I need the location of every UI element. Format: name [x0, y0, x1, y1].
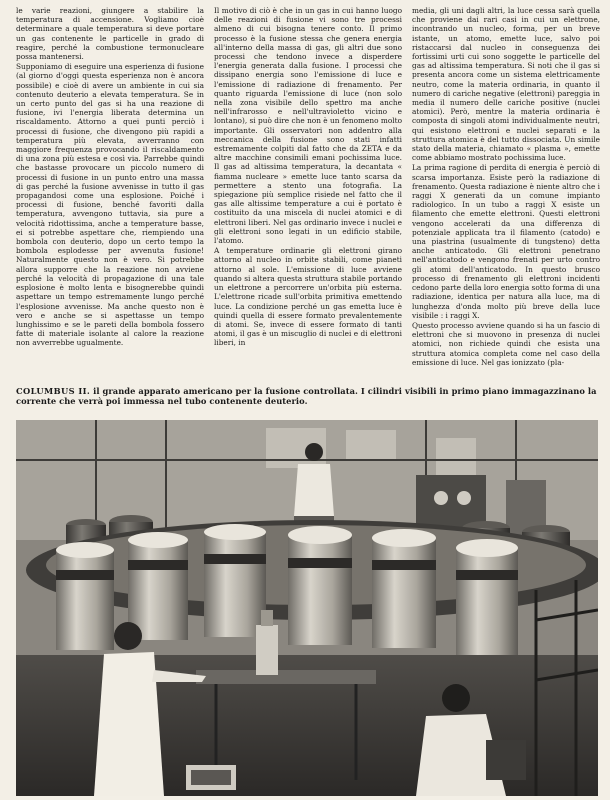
paragraph: La prima ragione di perdita di energia è perciò di scarsa importanza. Esiste però la radiazione di frenamento. Questa radiazione è niente altro che i raggi X generati da un comune impianto radiologico. In un tubo a raggi X esiste un filamento che emette elettroni. Questi elettroni vengono accelerati da una differenza di potenziale applicata tra il filamento (catodo) e una piastrina (usualmente di tungsteno) detta anche anticatodo. Gli elettroni penetrano nell'anticatodo e vengono frenati per urto contro gli atomi dell'anticatodo. In questo brusco processo di frenamento gli elettroni incidenti cedono parte della loro energia sotto forma di una radiazione, identica per natura alla luce, ma di lunghezza d'onda molto più breve della luce visibile : i raggi X.	[412, 163, 600, 320]
paragraph: Questo processo avviene quando si ha un fascio di elettroni che si muovono in presenza di nuclei atomici, non richiede quindi che esista una struttura atomica completa come nel caso della emissione di luce. Nel gas ionizzato (pla-	[412, 320, 600, 367]
caption-lead: COLUMBUS II.	[16, 386, 91, 396]
paragraph: Supponiamo di eseguire una esperienza di fusione (al giorno d'oggi questa esperienza non è ancora possibile) e cioè di avere un ambiente in cui sia contenuto deuterio a elevata temperatura. Se in un certo punto del gas si ha una reazione di fusione, ivi l'energia liberata determina un riscaldamento. Attorno a quei punti perciò i processi di fusione, che divengono più rapidi a temperatura più elevata, avverranno con maggiore frequenza provocando il riscaldamento di una zona più estesa e così via. Parrebbe quindi che bastasse provocare un piccolo numero di processi di fusione in un punto entro una massa di gas perché la fusione avvenisse in tutto il gas propagandosi come una esplosione. Poiché i processi di fusione, benché favoriti dalla temperatura, avvengono tuttavia, sia pure a velocità ridottissima, anche a temperature basse, ei si potrebbe aspettare che, riempiendo una bombola con deuterio, dopo un certo tempo la bombola esplodesse per avvenuta fusione! Naturalmente questo non è vero. Si potrebbe allora supporre che la reazione non avviene perché la velocità di propagazione di una tale esplosione è molto lenta e bisognerebbe quindi aspettare un tempo estremamente lungo perché l'esplosione avvenisse. Ma anche questo non è vero e anche se si aspettasse un tempo lunghissimo e se le pareti della bombola fossero fatte di materiale isolante al calore la reazione non avverrebbe ugualmente.	[16, 62, 204, 348]
paragraph: A temperature ordinarie gli elettroni girano attorno al nucleo in orbite stabili, come pianeti attorno al sole. L'emissione di luce avviene quando si altera questa struttura stabile portando un elettrone a percorrere un'orbita più esterna. L'elettrone ricade sull'orbita primitiva emettendo luce. La condizione perché un gas emetta luce è quindi quella di essere formato prevalentemente di atomi. Se, invece di essere formato di tanti atomi, il gas è un miscuglio di nuclei e di elettroni liberi, in	[214, 246, 402, 348]
photo-illustration	[16, 420, 598, 796]
column-2	[214, 6, 402, 386]
photo-caption	[16, 386, 600, 407]
paragraph: Il motivo di ciò è che in un gas in cui hanno luogo delle reazioni di fusione vi sono tre processi almeno di cui bisogna tenere conto. Il primo processo è la fusione stessa che genera energia all'interno della massa di gas, gli altri due sono processi che tendono invece a disperdere l'energia generata dalla fusione. I processi che dissipano energia sono l'emissione di luce e l'emissione di radiazione di frenamento. Per quanto riguarda l'emissione di luce (non solo nella zona visibile dello spettro ma anche nell'infrarosso e nell'ultravioletto vicino e lontano), si può dire che non è un fenomeno molto importante. Gli osservatori non addentro alla meccanica della fusione sono stati infatti estremamente colpiti dal fatto che da ZETA e da altre macchine consimili emani pochissima luce. Il gas ad altissima temperatura, la decantata « fiamma nucleare » emette luce tanto scarsa da permettere a stento una fotografia. La spiegazione più semplice risiede nel fatto che il gas alle altissime temperature a cui è portato è costituito da una miscela di nuclei atomici e di elettroni liberi. Nel gas ordinario invece i nuclei e gli elettroni sono legati in un edificio stabile, l'atomo.	[214, 6, 402, 246]
paragraph: le varie reazioni, giungere a stabilire la temperatura di accensione. Vogliamo cioè determinare a quale temperatura si deve portare un gas contenente le particelle in grado di reagire, perché la combustione termonucleare possa mantenersi.	[16, 6, 204, 62]
photo-columbus-ii	[16, 420, 598, 796]
paragraph: media, gli uni dagli altri, la luce cessa sarà quella che proviene dai rari casi in cui un elettrone, incontrando un nucleo, forma, per un breve istante, un atomo, emette luce, salvo poi ristaccarsi dal nucleo in conseguenza dei fortissimi urti cui sono soggette le particelle del gas ad altissima temperatura. Si noti che il gas si presenta ancora come un sistema elettricamente neutro, come la materia ordinaria, in quanto il numero di cariche negative (elettroni) pareggia in media il numero delle cariche positive (nuclei atomici). Però, mentre la materia ordinaria è composta di singoli atomi individualmente neutri, qui esistono elettroni e nuclei separati e la struttura atomica è del tutto dissociata. Un simile stato della materia, chiamato « plasma », emette come abbiamo mostrato pochissima luce.	[412, 6, 600, 163]
column-3	[412, 6, 600, 386]
article-text	[16, 6, 600, 386]
caption-text: il grande apparato americano per la fusione controllata. I cilindri visibili in primo piano immagazzinano la corrente che verrà poi immessa nel tubo contenente deuterio.	[16, 386, 597, 407]
column-1	[16, 6, 204, 386]
